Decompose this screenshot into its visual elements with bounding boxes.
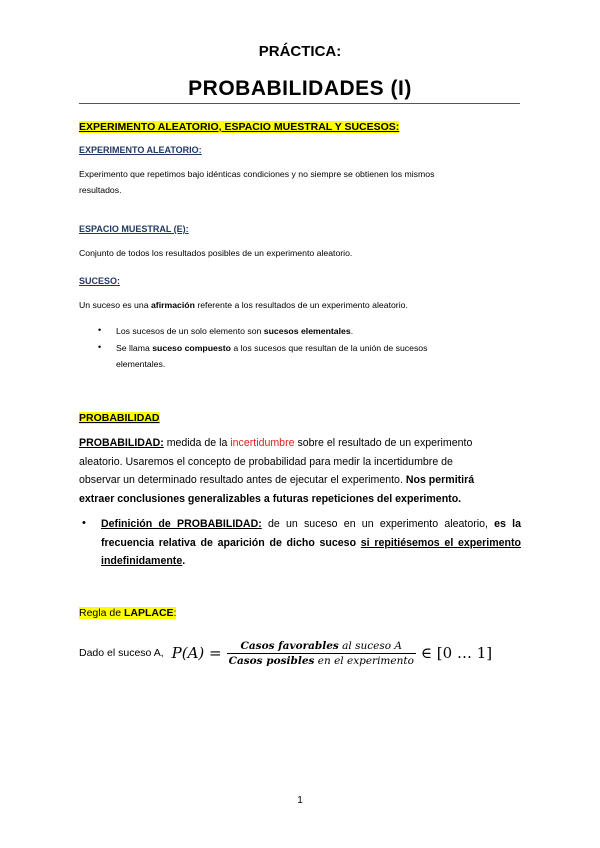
bullet-icon: • <box>98 325 102 335</box>
text: en el experimento <box>314 654 414 667</box>
formula-range: ∈ [0 … 1] <box>420 644 493 662</box>
subheading-espacio-muestral: ESPACIO MUESTRAL (E): <box>79 224 189 234</box>
highlight-word: incertidumbre <box>230 437 295 449</box>
paragraph-suceso <box>79 298 408 314</box>
text-bold: extraer conclusiones generalizables a futuras repeticiones del experimento. <box>79 492 462 505</box>
paragraph-espacio: Conjunto de todos los resultados posibles de un experimento aleatorio. <box>79 248 353 258</box>
term-label: Definición de PROBABILIDAD: <box>101 518 262 530</box>
text-bold: Nos permitirá <box>405 474 475 486</box>
section-heading-laplace <box>79 607 176 619</box>
paragraph-probabilidad <box>79 434 529 508</box>
text: al suceso A <box>338 639 402 652</box>
text-line <box>101 515 521 534</box>
text: Un suceso es una <box>79 300 151 310</box>
bullet-icon: • <box>82 517 86 529</box>
text-bold: es la <box>494 518 522 530</box>
fraction-denominator <box>227 654 416 667</box>
title-divider <box>79 103 520 104</box>
text-line <box>79 471 529 490</box>
text-bold: afirmación <box>150 300 195 310</box>
text-bold: LAPLACE <box>123 607 174 619</box>
page-title: PROBABILIDADES (I) <box>188 77 412 100</box>
term-label: PROBABILIDAD: <box>79 437 164 449</box>
text-line <box>79 434 529 453</box>
section-heading-text: PROBABILIDAD <box>79 412 160 424</box>
section-heading-probabilidad <box>79 408 160 426</box>
section-heading-experimento <box>79 117 399 135</box>
text-bold: frecuencia relativa de aparición de dicho suceso <box>101 536 361 549</box>
text-line: aleatorio. Usaremos el concepto de probabilidad para medir la incertidumbre de <box>79 455 453 468</box>
section-heading-text <box>79 607 176 619</box>
text-line: resultados. <box>79 184 122 195</box>
subheading-experimento-aleatorio: EXPERIMENTO ALEATORIO: <box>79 145 202 155</box>
text: . <box>350 326 354 336</box>
text-bold: Casos favorables <box>240 639 339 652</box>
text-line: elementales. <box>116 358 166 369</box>
text: sobre el resultado de un experimento <box>294 437 473 449</box>
text: medida de la <box>163 437 231 449</box>
text: de un suceso en un experimento aleatorio, <box>261 518 495 530</box>
list-item <box>116 324 353 340</box>
formula-lhs: P(A) = <box>171 644 222 662</box>
fraction-numerator <box>227 640 416 654</box>
text: . <box>182 555 186 567</box>
text-line <box>79 490 529 509</box>
text: observar un determinado resultado antes de ejecutar el experimento. <box>79 474 406 486</box>
paragraph-experimento <box>79 167 519 198</box>
list-item-definicion <box>101 515 521 571</box>
page-number: 1 <box>297 795 303 806</box>
title-line-1: PRÁCTICA: <box>258 43 342 60</box>
text-bold: sucesos elementales <box>263 326 351 336</box>
text-bold-underlined: si repitiésemos el experimento <box>360 536 521 549</box>
bullet-icon: • <box>98 342 102 352</box>
list-item <box>116 341 496 372</box>
subheading-suceso: SUCESO: <box>79 276 121 286</box>
text-bold: Casos posibles <box>228 654 315 667</box>
text-line <box>101 552 521 571</box>
text-line: Experimento que repetimos bajo idénticas condiciones y no siempre se obtienen los mismos <box>79 169 435 179</box>
laplace-formula <box>79 633 492 673</box>
text-line <box>101 534 521 553</box>
formula-intro: Dado el suceso A, <box>79 647 164 659</box>
section-heading-text: EXPERIMENTO ALEATORIO, ESPACIO MUESTRAL Y SUCESOS: <box>79 121 400 133</box>
text: Se llama <box>116 343 153 353</box>
text: a los sucesos que resultan de la unión de sucesos <box>230 343 428 353</box>
text: : <box>173 607 177 619</box>
text: referente a los resultados de un experimento aleatorio. <box>194 300 408 310</box>
text-bold: suceso compuesto <box>152 343 231 353</box>
text: Regla de <box>79 607 124 619</box>
text-bold-underlined: indefinidamente <box>101 555 183 567</box>
text-line <box>116 341 496 357</box>
text: Los sucesos de un solo elemento son <box>116 326 264 336</box>
formula-fraction <box>227 640 416 667</box>
